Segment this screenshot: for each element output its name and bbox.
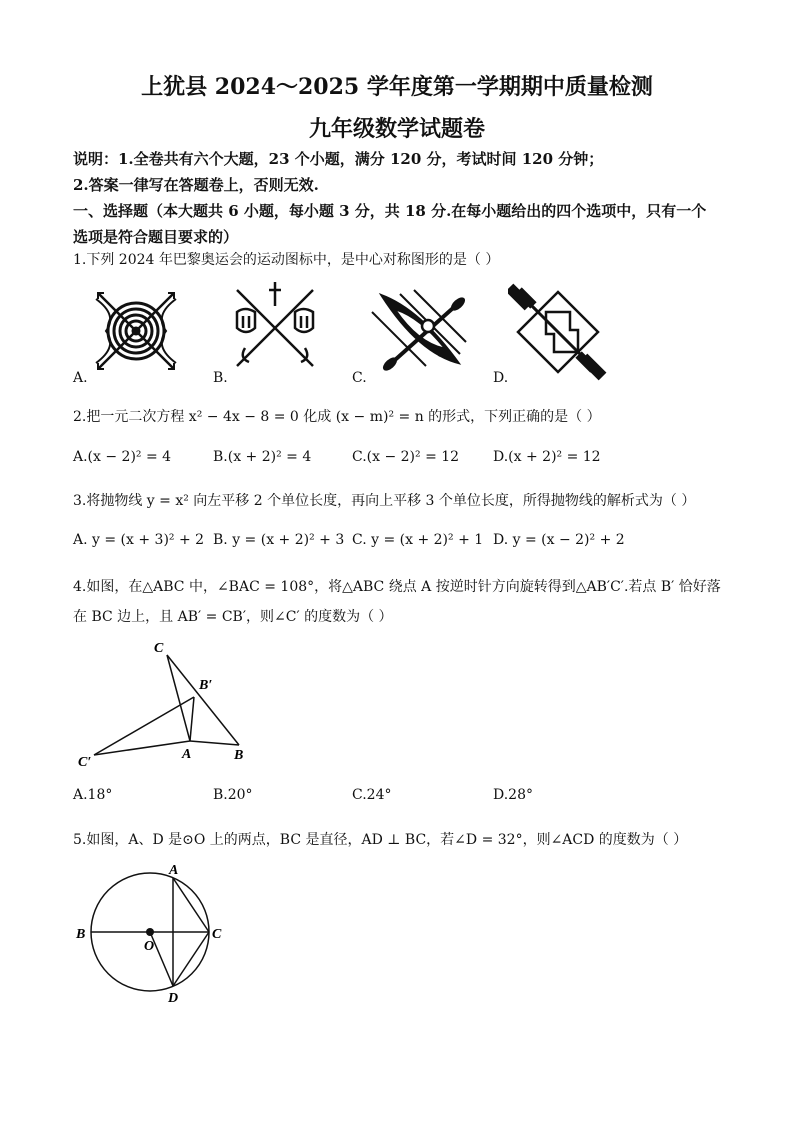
segment-c-prime-b-prime [94,697,194,755]
segment-ab [190,741,239,745]
instruction-line-1: 说明：1.全卷共有六个大题，23 个小题，满分 120 分，考试时间 120 分钟； [73,150,604,168]
q4-option-d: D.28° [493,787,533,803]
q2-option-d: D.(x + 2)² = 12 [493,449,601,465]
exam-subtitle: 九年级数学试题卷 [308,116,485,142]
q3-option-b: B. y = (x + 2)² + 3 [213,532,345,548]
segment-ab-prime [190,697,194,741]
point-label-o: O [144,939,155,954]
q5-circle-figure [72,858,232,1008]
q4-stem-line-2: 在 BC 边上，且 AB′ = CB′，则∠C′ 的度数为（ ） [73,609,393,625]
q2-option-a: A.(x − 2)² = 4 [73,449,172,465]
instruction-line-2: 2.答案一律写在答题卷上，否则无效. [73,176,319,194]
segment-ca [167,655,190,741]
q2-option-b: B.(x + 2)² = 4 [213,449,312,465]
q2-option-c: C.(x − 2)² = 12 [352,449,460,465]
q1-option-a: A. [73,370,88,386]
section-heading-line-2: 选项是符合题目要求的） [73,228,239,246]
archery-icon [88,285,188,380]
canoe-icon [366,282,472,382]
point-label-b: B [234,748,244,763]
weightlifting-icon [508,282,608,382]
point-label-a: A [169,863,179,878]
q1-option-c: C. [352,370,367,386]
q3-option-d: D. y = (x − 2)² + 2 [493,532,625,548]
q4-triangle-figure [72,635,272,775]
segment-c-prime-a [94,741,190,755]
point-label-b: B [76,927,86,942]
exam-title: 上犹县 2024～2025 学年度第一学期期中质量检测 [141,74,653,100]
q4-option-a: A.18° [73,787,113,803]
segment-ac [173,878,209,932]
point-label-a: A [182,747,192,762]
q1-option-d: D. [493,370,509,386]
center-point-o [146,928,154,936]
fencing-icon [225,278,325,378]
q1-option-b: B. [213,370,228,386]
q2-stem: 2.把一元二次方程 x² − 4x − 8 = 0 化成 (x − m)² = n 的形式，下列正确的是（ ） [73,409,601,425]
point-label-c-prime: C′ [78,755,92,770]
section-heading-line-1: 一、选择题（本大题共 6 小题，每小题 3 分，共 18 分.在每小题给出的四个选项中，只有一个 [73,202,707,220]
q1-stem: 1.下列 2024 年巴黎奥运会的运动图标中，是中心对称图形的是（ ） [73,252,500,268]
segment-cb [167,655,239,745]
point-label-b-prime: B′ [199,678,213,693]
q4-option-c: C.24° [352,787,392,803]
segment-cd [173,932,209,986]
q4-option-b: B.20° [213,787,253,803]
q5-stem: 5.如图，A、D 是⊙O 上的两点，BC 是直径，AD ⊥ BC，若∠D = 32°，则∠ACD 的度数为（ ） [73,832,688,848]
q3-option-a: A. y = (x + 3)² + 2 [73,532,205,548]
point-label-c: C [154,641,164,656]
q4-stem-line-1: 4.如图，在△ABC 中，∠BAC = 108°，将△ABC 绕点 A 按逆时针方向旋转得到△AB′C′.若点 B′ 恰好落 [73,579,721,595]
q3-option-c: C. y = (x + 2)² + 1 [352,532,484,548]
point-label-c: C [212,927,222,942]
q3-stem: 3.将抛物线 y = x² 向左平移 2 个单位长度，再向上平移 3 个单位长度，所得抛物线的解析式为（ ） [73,493,696,509]
point-label-d: D [168,991,179,1006]
